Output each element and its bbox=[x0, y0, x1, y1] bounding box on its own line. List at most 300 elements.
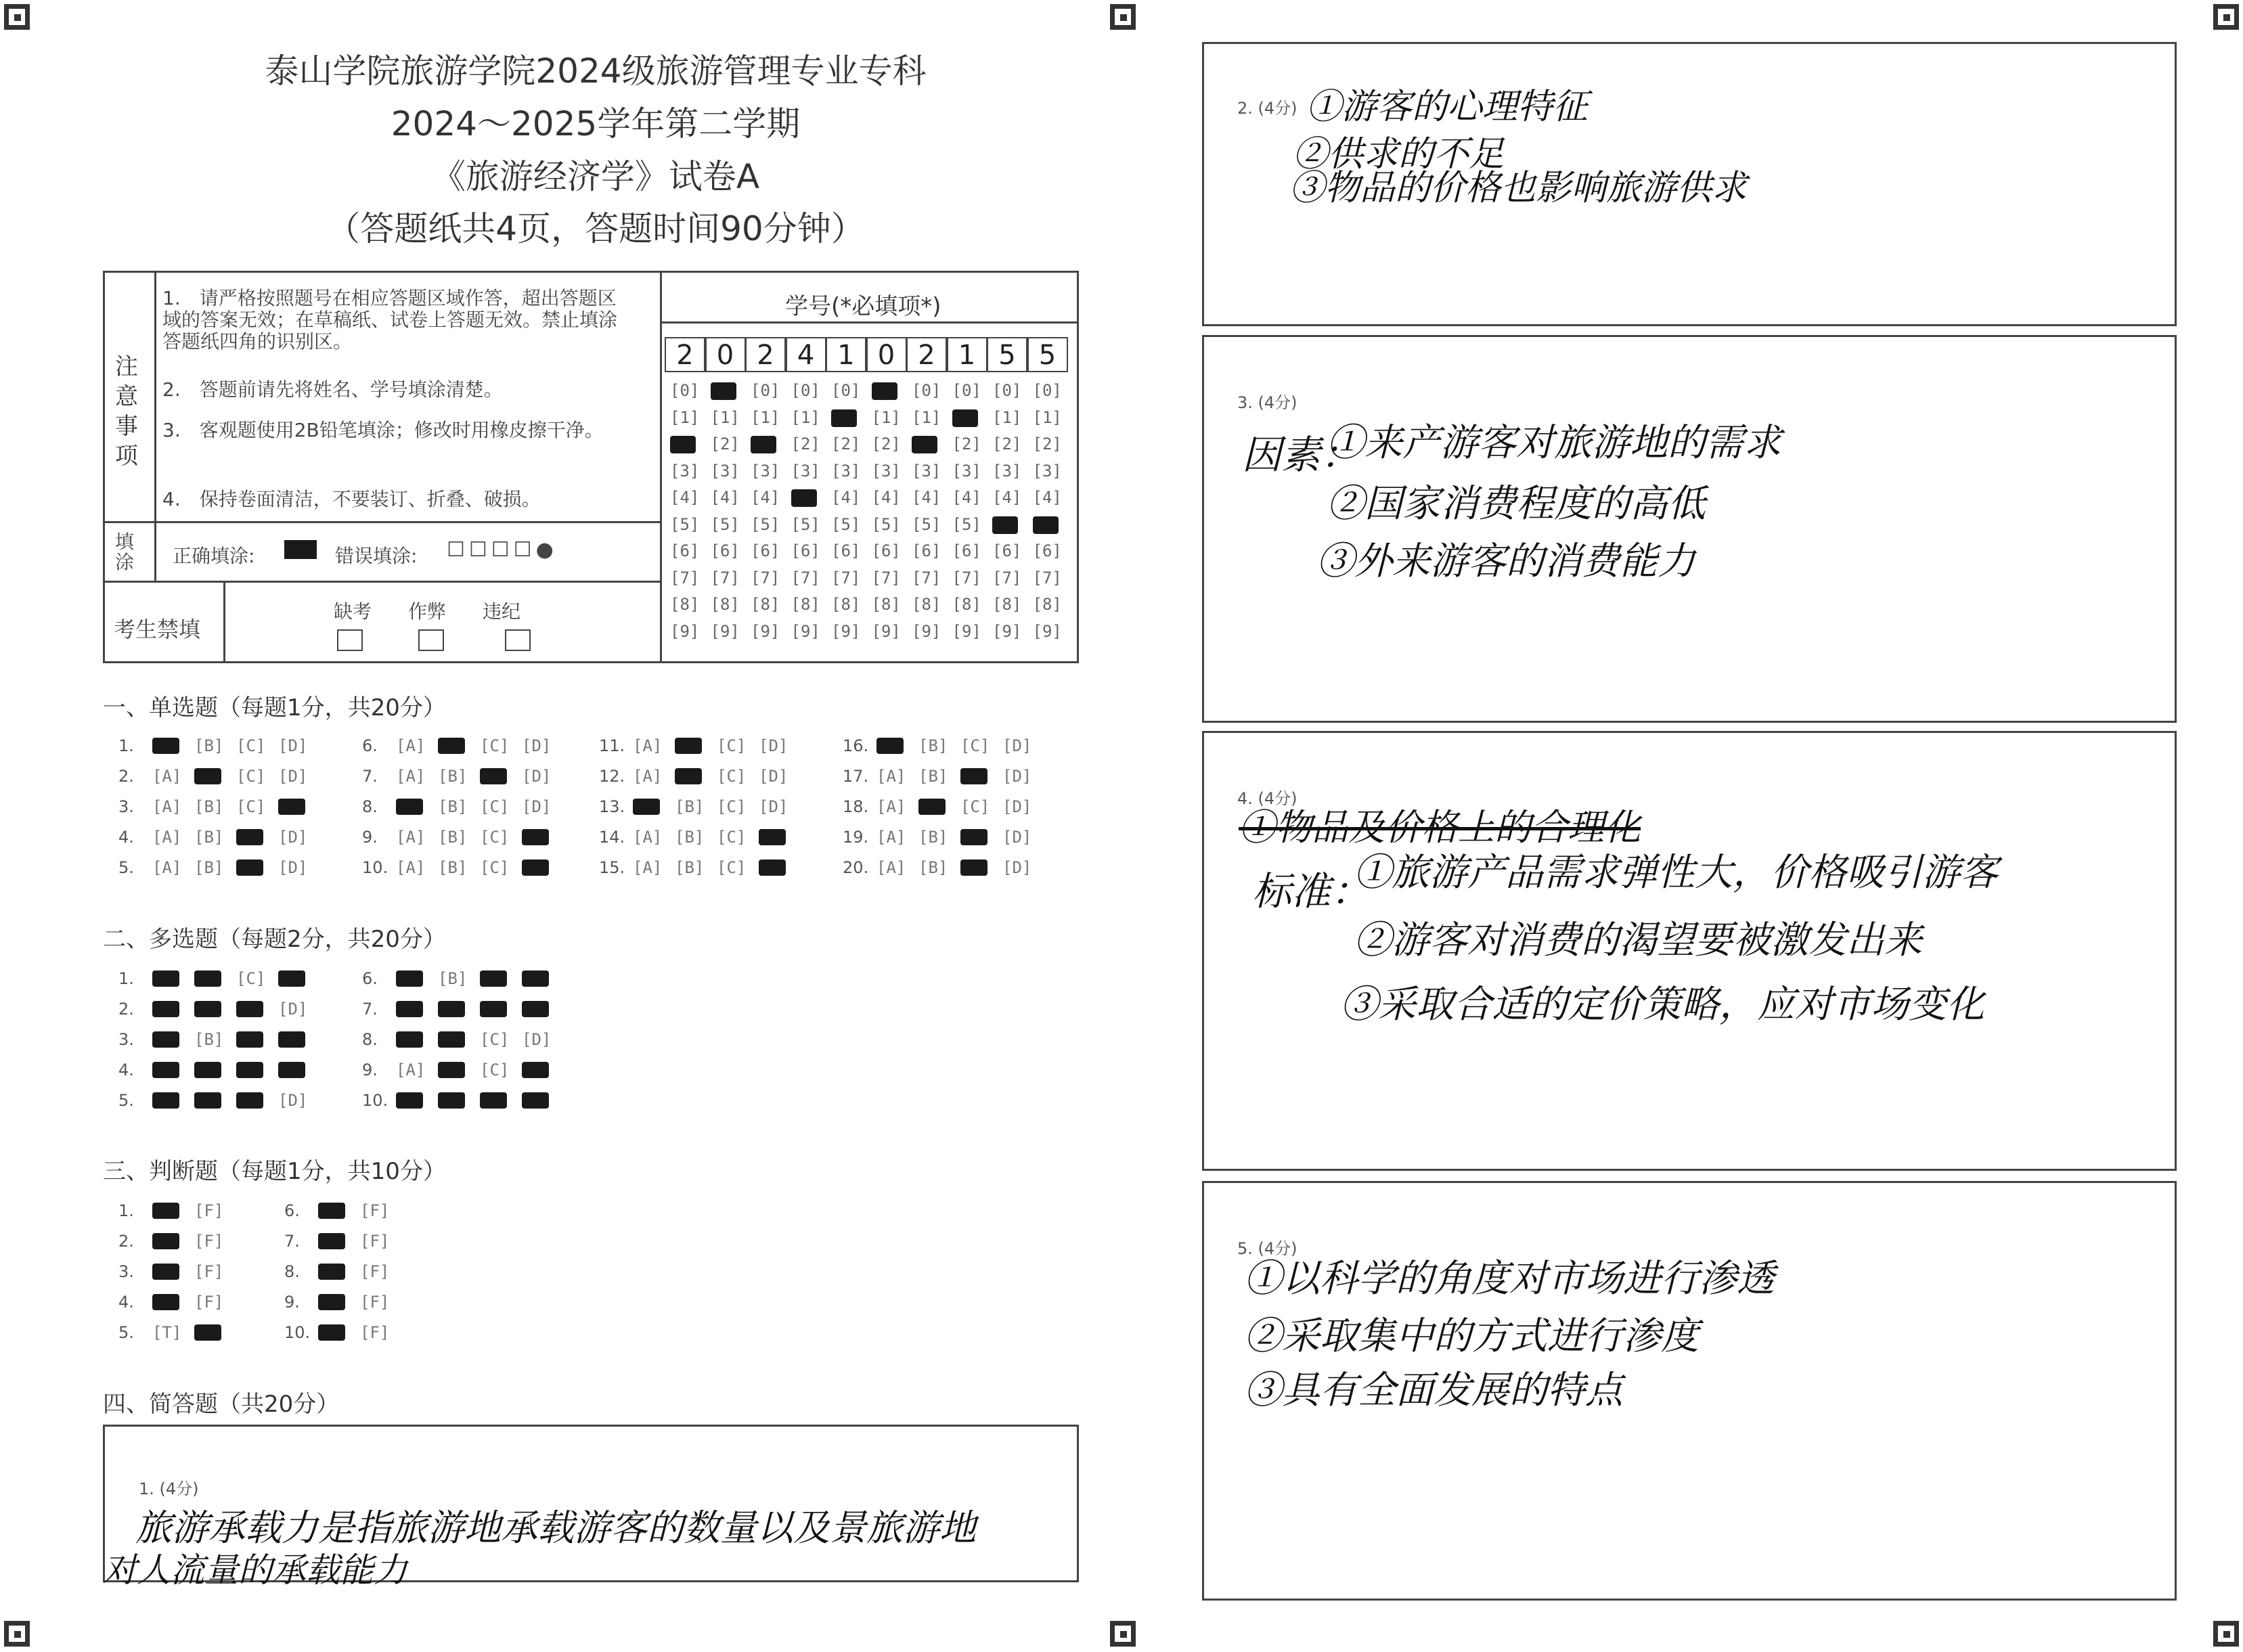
student-id-bubble[interactable]: [6] bbox=[912, 541, 941, 560]
section1-question-number: 4. bbox=[118, 828, 134, 847]
section2-bubble-filled[interactable] bbox=[152, 1031, 179, 1048]
section1-bubble[interactable]: [C] bbox=[717, 858, 747, 877]
section1-bubble[interactable]: [B] bbox=[438, 797, 468, 816]
section1-bubble[interactable]: [A] bbox=[152, 797, 182, 816]
student-id-bubble[interactable]: [2] bbox=[710, 434, 740, 453]
wrong-fill-label: 错误填涂: bbox=[335, 545, 418, 567]
section2-bubble-filled[interactable] bbox=[236, 1092, 263, 1109]
section1-bubble-filled[interactable] bbox=[480, 768, 507, 784]
student-id-bubble[interactable]: [6] bbox=[992, 541, 1022, 560]
section1-question-number: 7. bbox=[362, 767, 378, 786]
student-id-bubble[interactable]: [1] bbox=[710, 407, 740, 427]
section3-bubble-filled[interactable] bbox=[152, 1233, 179, 1249]
section2-bubble-filled[interactable] bbox=[152, 1001, 179, 1017]
student-id-bubble[interactable]: [9] bbox=[952, 621, 981, 641]
section2-bubble-filled[interactable] bbox=[522, 1092, 549, 1109]
student-id-bubble[interactable]: [1] bbox=[912, 407, 941, 427]
student-id-bubble[interactable]: [7] bbox=[791, 568, 820, 587]
student-id-bubble[interactable]: [6] bbox=[710, 541, 740, 560]
section2-bubble[interactable]: [C] bbox=[480, 1061, 510, 1079]
student-id-bubble[interactable]: [0] bbox=[992, 381, 1022, 400]
section2-bubble-filled[interactable] bbox=[236, 1062, 263, 1078]
student-id-bubble[interactable]: [7] bbox=[871, 568, 901, 587]
section1-bubble[interactable]: [C] bbox=[480, 858, 510, 877]
section1-bubble-filled[interactable] bbox=[438, 738, 465, 754]
section2-bubble-filled[interactable] bbox=[396, 1092, 423, 1109]
student-id-bubble[interactable]: [9] bbox=[912, 621, 941, 641]
q2-number: 2. (4分) bbox=[1237, 99, 1297, 118]
student-id-bubble[interactable]: [4] bbox=[1032, 488, 1062, 507]
student-id-bubble[interactable]: [9] bbox=[710, 621, 740, 641]
section1-bubble[interactable]: [B] bbox=[194, 828, 224, 847]
section2-bubble-filled[interactable] bbox=[522, 1062, 549, 1078]
student-id-bubble[interactable]: [1] bbox=[791, 407, 820, 427]
student-id-bubble[interactable]: [4] bbox=[871, 488, 901, 507]
student-id-bubble[interactable]: [3] bbox=[1032, 461, 1062, 481]
section1-bubble[interactable]: [C] bbox=[717, 797, 747, 816]
section2-bubble-filled[interactable] bbox=[480, 1001, 507, 1017]
student-id-bubble[interactable]: [4] bbox=[710, 488, 740, 507]
section1-bubble-filled[interactable] bbox=[633, 799, 660, 815]
student-id-bubble[interactable]: [6] bbox=[791, 541, 820, 560]
student-id-bubble[interactable]: [4] bbox=[952, 488, 981, 507]
section3-bubble[interactable]: [F] bbox=[194, 1293, 224, 1312]
section3-bubble-filled[interactable] bbox=[194, 1324, 221, 1341]
fill-label-divider bbox=[154, 521, 156, 581]
section3-bubble-filled[interactable] bbox=[152, 1294, 179, 1310]
student-id-bubble[interactable]: [8] bbox=[670, 595, 700, 614]
section1-bubble[interactable]: [C] bbox=[236, 767, 266, 786]
student-id-bubble[interactable]: [8] bbox=[912, 595, 941, 614]
section4-heading: 四、简答题（共20分） bbox=[103, 1391, 340, 1418]
section1-bubble[interactable]: [A] bbox=[876, 858, 906, 877]
student-id-bubble-filled[interactable] bbox=[952, 409, 978, 427]
section1-bubble[interactable]: [B] bbox=[675, 858, 705, 877]
student-id-bubble[interactable]: [0] bbox=[912, 381, 941, 400]
section1-bubble-filled[interactable] bbox=[918, 799, 946, 815]
student-id-bubble[interactable]: [7] bbox=[831, 568, 861, 587]
student-id-bubble[interactable]: [3] bbox=[871, 461, 901, 481]
section1-bubble[interactable]: [D] bbox=[1002, 858, 1032, 877]
section1-bubble[interactable]: [A] bbox=[876, 767, 906, 786]
section1-bubble[interactable]: [D] bbox=[1002, 767, 1032, 786]
student-id-bubble[interactable]: [8] bbox=[1032, 595, 1062, 614]
section2-bubble-filled[interactable] bbox=[396, 1031, 423, 1048]
student-id-bubble[interactable]: [2] bbox=[992, 434, 1022, 453]
section2-bubble-filled[interactable] bbox=[522, 1001, 549, 1017]
section2-bubble-filled[interactable] bbox=[152, 1062, 179, 1078]
section1-question-number: 11. bbox=[599, 736, 625, 755]
section1-bubble[interactable]: [A] bbox=[396, 858, 426, 877]
absent-checkbox[interactable] bbox=[337, 629, 363, 651]
section1-bubble[interactable]: [D] bbox=[522, 736, 552, 755]
section1-bubble[interactable]: [D] bbox=[278, 736, 308, 755]
section2-bubble-filled[interactable] bbox=[194, 1001, 221, 1017]
student-id-bubble[interactable]: [6] bbox=[871, 541, 901, 560]
answer-box-q3[interactable] bbox=[1202, 335, 2177, 723]
section1-bubble[interactable]: [C] bbox=[717, 828, 747, 847]
student-id-bubble[interactable]: [3] bbox=[831, 461, 861, 481]
section2-bubble-filled[interactable] bbox=[438, 1001, 465, 1017]
section1-bubble[interactable]: [B] bbox=[918, 858, 948, 877]
section2-question-number: 5. bbox=[118, 1091, 134, 1110]
section2-bubble-filled[interactable] bbox=[152, 1092, 179, 1109]
q3-prefix: 因素： bbox=[1242, 432, 1360, 478]
section1-bubble[interactable]: [A] bbox=[396, 767, 426, 786]
exam-title-line3: 《旅游经济学》试卷A bbox=[431, 157, 760, 196]
student-id-bubble[interactable]: [0] bbox=[751, 381, 780, 400]
section1-bubble-filled[interactable] bbox=[960, 768, 987, 784]
student-id-bubble[interactable]: [0] bbox=[1032, 381, 1062, 400]
section1-bubble[interactable]: [D] bbox=[522, 797, 552, 816]
section2-question-number: 6. bbox=[362, 969, 378, 988]
section1-question-number: 16. bbox=[843, 736, 869, 755]
student-id-digit-box[interactable]: 2 bbox=[665, 337, 705, 372]
notice-item-3: 3. 客观题使用2B铅笔填涂；修改时用橡皮擦干净。 bbox=[162, 419, 604, 441]
student-id-bubble[interactable]: [4] bbox=[912, 488, 941, 507]
fill-label: 填涂 bbox=[115, 531, 135, 573]
student-id-bubble[interactable]: [5] bbox=[791, 514, 820, 534]
section3-bubble-filled[interactable] bbox=[318, 1233, 345, 1249]
section1-bubble[interactable]: [B] bbox=[438, 858, 468, 877]
notice-item-1: 1. 请严格按照题号在相应答题区域作答，超出答题区域的答案无效；在草稿纸、试卷上答题无效。禁止填涂答题纸四角的识别区。 bbox=[162, 287, 618, 353]
section2-bubble[interactable]: [D] bbox=[522, 1030, 552, 1049]
correct-fill-label: 正确填涂: bbox=[173, 545, 255, 567]
section1-bubble[interactable]: [B] bbox=[438, 828, 468, 847]
section1-bubble[interactable]: [C] bbox=[236, 736, 266, 755]
q2-answer-line1: ①游客的心理特征 bbox=[1306, 87, 1589, 127]
section3-bubble-filled[interactable] bbox=[318, 1264, 345, 1280]
violation-checkbox[interactable] bbox=[505, 629, 531, 651]
student-id-bubble[interactable]: [5] bbox=[871, 514, 901, 534]
section3-bubble[interactable]: [F] bbox=[360, 1262, 390, 1281]
student-id-bubble-filled[interactable] bbox=[831, 409, 857, 427]
student-id-digit-box[interactable]: 2 bbox=[745, 337, 786, 372]
student-id-bubble[interactable]: [5] bbox=[912, 514, 941, 534]
section2-bubble-filled[interactable] bbox=[278, 970, 305, 987]
section3-bubble-filled[interactable] bbox=[318, 1324, 345, 1341]
student-id-bubble[interactable]: [6] bbox=[831, 541, 861, 560]
section1-bubble[interactable]: [B] bbox=[438, 767, 468, 786]
student-id-bubble[interactable]: [1] bbox=[871, 407, 901, 427]
student-id-digit-box[interactable]: 2 bbox=[906, 337, 947, 372]
section1-bubble[interactable]: [D] bbox=[759, 736, 789, 755]
student-id-bubble[interactable]: [1] bbox=[1032, 407, 1062, 427]
student-id-bubble[interactable]: [0] bbox=[670, 381, 700, 400]
section2-bubble-filled[interactable] bbox=[438, 1092, 465, 1109]
section1-bubble-filled[interactable] bbox=[675, 768, 702, 784]
section2-bubble[interactable]: [B] bbox=[438, 969, 468, 988]
student-id-bubble[interactable]: [7] bbox=[912, 568, 941, 587]
section2-bubble[interactable]: [C] bbox=[236, 969, 266, 988]
section3-bubble[interactable]: [F] bbox=[194, 1262, 224, 1281]
student-id-bubble[interactable]: [2] bbox=[1032, 434, 1062, 453]
section1-bubble[interactable]: [C] bbox=[960, 797, 990, 816]
section3-bubble[interactable]: [F] bbox=[360, 1323, 390, 1342]
section1-bubble-filled[interactable] bbox=[236, 829, 263, 845]
student-id-bubble[interactable]: [6] bbox=[751, 541, 780, 560]
section1-bubble[interactable]: [B] bbox=[918, 767, 948, 786]
section1-bubble[interactable]: [D] bbox=[278, 858, 308, 877]
q3-answer-line2: ②国家消费程度的高低 bbox=[1327, 482, 1706, 526]
section1-bubble[interactable]: [A] bbox=[396, 828, 426, 847]
student-id-bubble[interactable]: [7] bbox=[710, 568, 740, 587]
student-id-digit-box[interactable]: 5 bbox=[1027, 337, 1068, 372]
corner-marker-top-left bbox=[4, 4, 30, 30]
student-id-bubble[interactable]: [3] bbox=[751, 461, 780, 481]
section1-bubble[interactable]: [D] bbox=[1002, 797, 1032, 816]
student-id-bubble[interactable]: [9] bbox=[831, 621, 861, 641]
student-id-bubble[interactable]: [5] bbox=[670, 514, 700, 534]
section2-bubble[interactable]: [A] bbox=[396, 1061, 426, 1079]
student-id-bubble[interactable]: [9] bbox=[670, 621, 700, 641]
cheat-checkbox[interactable] bbox=[418, 629, 444, 651]
student-id-bubble[interactable]: [3] bbox=[670, 461, 700, 481]
student-id-bubble[interactable]: [5] bbox=[952, 514, 981, 534]
student-id-bubble[interactable]: [4] bbox=[751, 488, 780, 507]
section1-bubble-filled[interactable] bbox=[876, 738, 904, 754]
section1-bubble[interactable]: [C] bbox=[717, 767, 747, 786]
q2-answer-line2: ②供求的不足 bbox=[1293, 134, 1505, 175]
student-id-bubble[interactable]: [0] bbox=[831, 381, 861, 400]
section1-bubble[interactable]: [A] bbox=[876, 797, 906, 816]
section1-bubble[interactable]: [C] bbox=[480, 736, 510, 755]
section1-bubble[interactable]: [B] bbox=[194, 858, 224, 877]
section1-bubble[interactable]: [B] bbox=[918, 828, 948, 847]
section3-bubble[interactable]: [F] bbox=[194, 1201, 224, 1220]
section1-bubble[interactable]: [B] bbox=[918, 736, 948, 755]
q2-answer-line3: ③物品的价格也影响旅游供求 bbox=[1289, 168, 1748, 208]
notice-item-2: 2. 答题前请先将姓名、学号填涂清楚。 bbox=[162, 378, 503, 401]
section1-question-number: 20. bbox=[843, 858, 869, 877]
student-id-bubble-filled[interactable] bbox=[992, 516, 1018, 534]
section2-bubble-filled[interactable] bbox=[396, 970, 423, 987]
section3-question-number: 2. bbox=[118, 1232, 134, 1251]
section1-bubble-filled[interactable] bbox=[152, 738, 179, 754]
section1-bubble[interactable]: [B] bbox=[675, 797, 705, 816]
section1-bubble[interactable]: [A] bbox=[633, 828, 663, 847]
student-id-digit-box[interactable]: 0 bbox=[866, 337, 907, 372]
section1-bubble-filled[interactable] bbox=[522, 860, 549, 876]
section2-bubble-filled[interactable] bbox=[278, 1062, 305, 1078]
student-id-bubble[interactable]: [0] bbox=[952, 381, 981, 400]
section1-bubble[interactable]: [A] bbox=[876, 828, 906, 847]
section1-bubble[interactable]: [A] bbox=[396, 736, 426, 755]
student-id-bubble[interactable]: [7] bbox=[952, 568, 981, 587]
section1-bubble[interactable]: [D] bbox=[759, 797, 789, 816]
section3-bubble-filled[interactable] bbox=[318, 1203, 345, 1219]
student-id-bubble[interactable]: [8] bbox=[751, 595, 780, 614]
notice-label bbox=[115, 352, 142, 471]
student-id-bubble[interactable]: [8] bbox=[710, 595, 740, 614]
section2-bubble[interactable]: [D] bbox=[278, 1091, 308, 1110]
forbid-label: 考生禁填 bbox=[114, 617, 201, 642]
section1-bubble-filled[interactable] bbox=[960, 829, 987, 845]
student-id-bubble[interactable]: [1] bbox=[751, 407, 780, 427]
student-id-digit-box[interactable]: 1 bbox=[947, 337, 987, 372]
section1-bubble[interactable]: [A] bbox=[633, 736, 663, 755]
section2-bubble-filled[interactable] bbox=[396, 1001, 423, 1017]
student-id-bubble[interactable]: [4] bbox=[670, 488, 700, 507]
section1-bubble[interactable]: [D] bbox=[278, 828, 308, 847]
student-id-bubble[interactable]: [4] bbox=[831, 488, 861, 507]
violation-label: 违纪 bbox=[483, 600, 521, 623]
student-id-bubble-filled[interactable] bbox=[751, 436, 776, 453]
q4-prefix: 标准： bbox=[1252, 868, 1371, 914]
section1-bubble[interactable]: [A] bbox=[152, 767, 182, 786]
section2-bubble-filled[interactable] bbox=[236, 1001, 263, 1017]
section1-bubble-filled[interactable] bbox=[522, 829, 549, 845]
student-id-digit-box[interactable]: 4 bbox=[786, 337, 826, 372]
section1-bubble-filled[interactable] bbox=[194, 768, 221, 784]
student-id-bubble[interactable]: [3] bbox=[912, 461, 941, 481]
section1-bubble[interactable]: [D] bbox=[522, 767, 552, 786]
student-id-bubble[interactable]: [6] bbox=[952, 541, 981, 560]
section1-bubble[interactable]: [A] bbox=[152, 828, 182, 847]
section3-bubble-filled[interactable] bbox=[318, 1294, 345, 1310]
student-id-bubble[interactable]: [4] bbox=[992, 488, 1022, 507]
student-id-bubble[interactable]: [9] bbox=[751, 621, 780, 641]
student-id-bubble[interactable]: [0] bbox=[791, 381, 820, 400]
student-id-bubble[interactable]: [9] bbox=[871, 621, 901, 641]
student-id-bubble[interactable]: [7] bbox=[751, 568, 780, 587]
section1-bubble[interactable]: [A] bbox=[633, 858, 663, 877]
student-id-bubble[interactable]: [2] bbox=[871, 434, 901, 453]
student-id-bubble[interactable]: [5] bbox=[831, 514, 861, 534]
section1-bubble[interactable]: [B] bbox=[194, 736, 224, 755]
section2-bubble-filled[interactable] bbox=[480, 970, 507, 987]
student-id-bubble[interactable]: [3] bbox=[791, 461, 820, 481]
section2-bubble-filled[interactable] bbox=[194, 1062, 221, 1078]
section2-bubble-filled[interactable] bbox=[438, 1031, 465, 1048]
section1-bubble[interactable]: [C] bbox=[236, 797, 266, 816]
section1-bubble[interactable]: [A] bbox=[152, 858, 182, 877]
notice-label-text: 注意事项 bbox=[115, 353, 138, 470]
student-id-bubble-filled[interactable] bbox=[670, 436, 696, 453]
student-id-bubble[interactable]: [8] bbox=[831, 595, 861, 614]
student-id-bubble[interactable]: [7] bbox=[1032, 568, 1062, 587]
section1-bubble-filled[interactable] bbox=[675, 738, 702, 754]
section1-bubble[interactable]: [D] bbox=[759, 767, 789, 786]
student-id-label: 学号(*必填项*) bbox=[785, 293, 941, 320]
section1-bubble-filled[interactable] bbox=[396, 799, 423, 815]
student-id-bubble-filled[interactable] bbox=[912, 436, 937, 453]
section3-bubble-filled[interactable] bbox=[152, 1264, 179, 1280]
student-id-bubble[interactable]: [2] bbox=[952, 434, 981, 453]
student-id-bubble[interactable]: [1] bbox=[670, 407, 700, 427]
student-id-bubble[interactable]: [3] bbox=[710, 461, 740, 481]
section1-bubble[interactable]: [C] bbox=[480, 828, 510, 847]
section2-question-number: 7. bbox=[362, 1000, 378, 1019]
student-id-bubble-filled[interactable] bbox=[1033, 516, 1059, 534]
student-id-bubble-filled[interactable] bbox=[872, 382, 897, 400]
section1-bubble[interactable]: [D] bbox=[1002, 828, 1032, 847]
corner-marker-top-right bbox=[2213, 4, 2239, 30]
student-id-bubble[interactable]: [1] bbox=[992, 407, 1022, 427]
section1-bubble[interactable]: [B] bbox=[194, 797, 224, 816]
student-id-bubble[interactable]: [8] bbox=[992, 595, 1022, 614]
section2-bubble[interactable]: [B] bbox=[194, 1030, 224, 1049]
corner-marker-bottom-right bbox=[2213, 1621, 2239, 1647]
student-id-bubble-filled[interactable] bbox=[791, 489, 817, 507]
q4-answer-line3: ③采取合适的定价策略，应对市场变化 bbox=[1340, 983, 1984, 1027]
section2-bubble-filled[interactable] bbox=[236, 1031, 263, 1048]
section2-bubble-filled[interactable] bbox=[194, 970, 221, 987]
student-id-bubble[interactable]: [9] bbox=[791, 621, 820, 641]
student-id-bubble[interactable]: [3] bbox=[992, 461, 1022, 481]
student-id-bubble[interactable]: [2] bbox=[831, 434, 861, 453]
section2-bubble-filled[interactable] bbox=[152, 970, 179, 987]
exam-title-line1: 泰山学院旅游学院2024级旅游管理专业专科 bbox=[265, 51, 927, 91]
section2-bubble[interactable]: [D] bbox=[278, 1000, 308, 1019]
section3-bubble[interactable]: [F] bbox=[360, 1201, 390, 1220]
section2-bubble-filled[interactable] bbox=[522, 970, 549, 987]
student-id-bubble[interactable]: [9] bbox=[1032, 621, 1062, 641]
student-id-bubble[interactable]: [5] bbox=[751, 514, 780, 534]
section1-bubble-filled[interactable] bbox=[236, 860, 263, 876]
student-id-digit-box[interactable]: 0 bbox=[705, 337, 746, 372]
section3-bubble[interactable]: [F] bbox=[360, 1232, 390, 1251]
section1-bubble-filled[interactable] bbox=[278, 799, 305, 815]
section3-bubble[interactable]: [F] bbox=[360, 1293, 390, 1312]
section1-bubble[interactable]: [D] bbox=[278, 767, 308, 786]
section1-bubble[interactable]: [B] bbox=[675, 828, 705, 847]
section3-bubble-filled[interactable] bbox=[152, 1203, 179, 1219]
section2-bubble[interactable]: [C] bbox=[480, 1030, 510, 1049]
section2-bubble-filled[interactable] bbox=[194, 1092, 221, 1109]
student-id-bubble[interactable]: [5] bbox=[710, 514, 740, 534]
student-id-bubble[interactable]: [3] bbox=[952, 461, 981, 481]
notice-divider bbox=[154, 271, 156, 521]
student-id-bubble-filled[interactable] bbox=[711, 382, 736, 400]
student-id-bubble[interactable]: [7] bbox=[992, 568, 1022, 587]
section3-question-number: 5. bbox=[118, 1323, 134, 1342]
section1-bubble-filled[interactable] bbox=[759, 860, 786, 876]
student-id-bubble[interactable]: [7] bbox=[670, 568, 700, 587]
section2-question-number: 3. bbox=[118, 1030, 134, 1049]
student-id-bubble[interactable]: [6] bbox=[670, 541, 700, 560]
section2-question-number: 10. bbox=[362, 1091, 388, 1110]
section1-question-number: 5. bbox=[118, 858, 134, 877]
section1-bubble[interactable]: [C] bbox=[480, 797, 510, 816]
student-id-digit-box[interactable]: 5 bbox=[987, 337, 1027, 372]
section1-bubble[interactable]: [C] bbox=[960, 736, 990, 755]
section3-bubble[interactable]: [F] bbox=[194, 1232, 224, 1251]
section2-bubble-filled[interactable] bbox=[480, 1092, 507, 1109]
section2-question-number: 9. bbox=[362, 1061, 378, 1079]
student-id-bubble[interactable]: [2] bbox=[791, 434, 820, 453]
student-id-bubble[interactable]: [9] bbox=[992, 621, 1022, 641]
student-id-bubble[interactable]: [8] bbox=[871, 595, 901, 614]
section2-bubble-filled[interactable] bbox=[438, 1062, 465, 1078]
student-id-bubble[interactable]: [6] bbox=[1032, 541, 1062, 560]
section3-question-number: 6. bbox=[284, 1201, 300, 1220]
section1-bubble[interactable]: [A] bbox=[633, 767, 663, 786]
section1-bubble[interactable]: [C] bbox=[717, 736, 747, 755]
section2-bubble-filled[interactable] bbox=[278, 1031, 305, 1048]
section1-bubble[interactable]: [D] bbox=[1002, 736, 1032, 755]
student-id-digit-box[interactable]: 1 bbox=[826, 337, 866, 372]
q4-answer-line1: ①旅游产品需求弹性大，价格吸引游客 bbox=[1354, 851, 1998, 895]
section1-bubble-filled[interactable] bbox=[759, 829, 786, 845]
student-id-bubble[interactable]: [8] bbox=[791, 595, 820, 614]
forbid-divider bbox=[223, 581, 225, 663]
student-id-bubble[interactable]: [8] bbox=[952, 595, 981, 614]
section3-bubble[interactable]: [T] bbox=[152, 1323, 182, 1342]
section1-question-number: 10. bbox=[362, 858, 388, 877]
q5-answer-line3: ③具有全面发展的特点 bbox=[1244, 1368, 1623, 1412]
section1-bubble-filled[interactable] bbox=[960, 860, 987, 876]
